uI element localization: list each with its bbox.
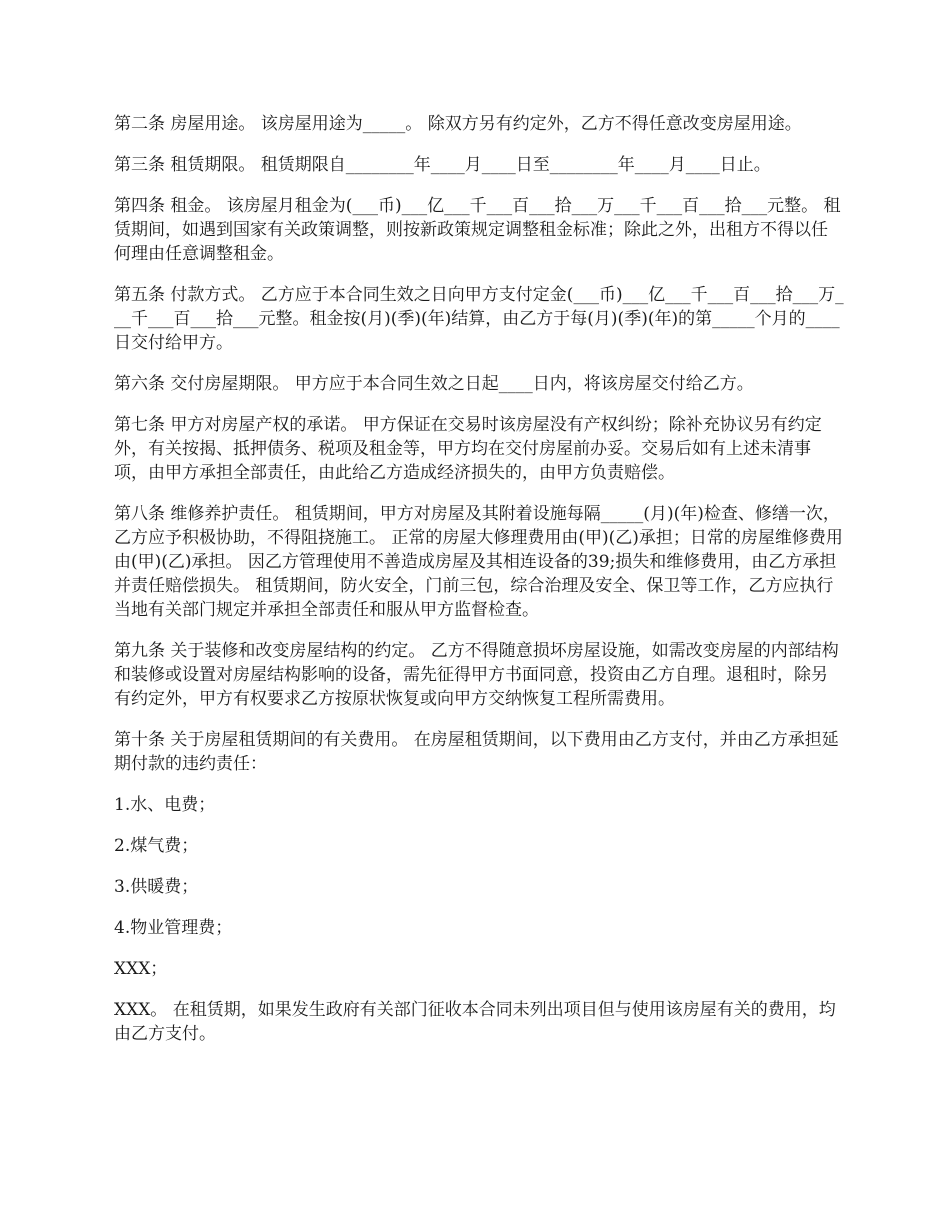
clause-6-delivery: 第六条 交付房屋期限。 甲方应于本合同生效之日起____日内，将该房屋交付给乙方。	[114, 374, 754, 394]
clause-2-usage: 第二条 房屋用途。 该房屋用途为_____。 除双方另有约定外，乙方不得任意改变房屋用途。	[114, 114, 802, 134]
clause-3-term: 第三条 租赁期限。 租赁期限自________年____月____日至________年____月____日止。	[114, 155, 771, 175]
fee-item-government-levies: XXX。 在租赁期，如果发生政府有关部门征收本合同未列出项目但与使用该房屋有关的费用，均由乙方支付。	[114, 1000, 836, 1044]
fee-item-placeholder: XXX；	[114, 959, 168, 979]
clause-4-rent: 第四条 租金。 该房屋月租金为(___币)___亿___千___百___拾___万___千___百___拾___元整。 租赁期间，如遇到国家有关政策调整，则按新政策规定调整租金标准；除此之外，出租方不得以任何理由任意调整租金。	[114, 196, 841, 264]
fee-item-heating: 3.供暖费；	[114, 877, 199, 897]
fee-item-water-electricity: 1.水、电费；	[114, 795, 216, 815]
clause-10-fees: 第十条 关于房屋租赁期间的有关费用。 在房屋租赁期间，以下费用由乙方支付，并由乙方承担延期付款的违约责任：	[114, 730, 839, 774]
clause-5-payment: 第五条 付款方式。 乙方应于本合同生效之日向甲方支付定金(___币)___亿___千___百___拾___万___千___百___拾___元整。租金按(月)(季)(年)结算，由乙方于每(月)(季)(年)的第_____个月的____日交付给甲方。	[114, 285, 844, 353]
fee-item-gas: 2.煤气费；	[114, 836, 199, 856]
document-body	[114, 112, 844, 1063]
clause-8-maintenance: 第八条 维修养护责任。 租赁期间，甲方对房屋及其附着设施每隔_____(月)(年)检查、修缮一次，乙方应予积极协助，不得阻挠施工。 正常的房屋大修理费用由(甲)(乙)承担；日常的房屋维修费用由(甲)(乙)承担。 因乙方管理使用不善造成房屋及其相连设备的39;损失和维修费用，由乙方承担并责任赔偿损失。 租赁期间，防火安全，门前三包，综合治理及安全、保卫等工作，乙方应执行当地有关部门规定并承担全部责任和服从甲方监督检查。	[114, 504, 843, 620]
clause-7-ownership: 第七条 甲方对房屋产权的承诺。 甲方保证在交易时该房屋没有产权纠纷；除补充协议另有约定外，有关按揭、抵押债务、税项及租金等，甲方均在交付房屋前办妥。交易后如有上述未清事项，由甲方承担全部责任，由此给乙方造成经济损失的，由甲方负责赔偿。	[114, 415, 822, 483]
clause-9-renovation: 第九条 关于装修和改变房屋结构的约定。 乙方不得随意损坏房屋设施，如需改变房屋的内部结构和装修或设置对房屋结构影响的设备，需先征得甲方书面同意，投资由乙方自理。退租时，除另有约定外，甲方有权要求乙方按原状恢复或向甲方交纳恢复工程所需费用。	[114, 641, 839, 709]
fee-item-property-management: 4.物业管理费；	[114, 918, 233, 938]
